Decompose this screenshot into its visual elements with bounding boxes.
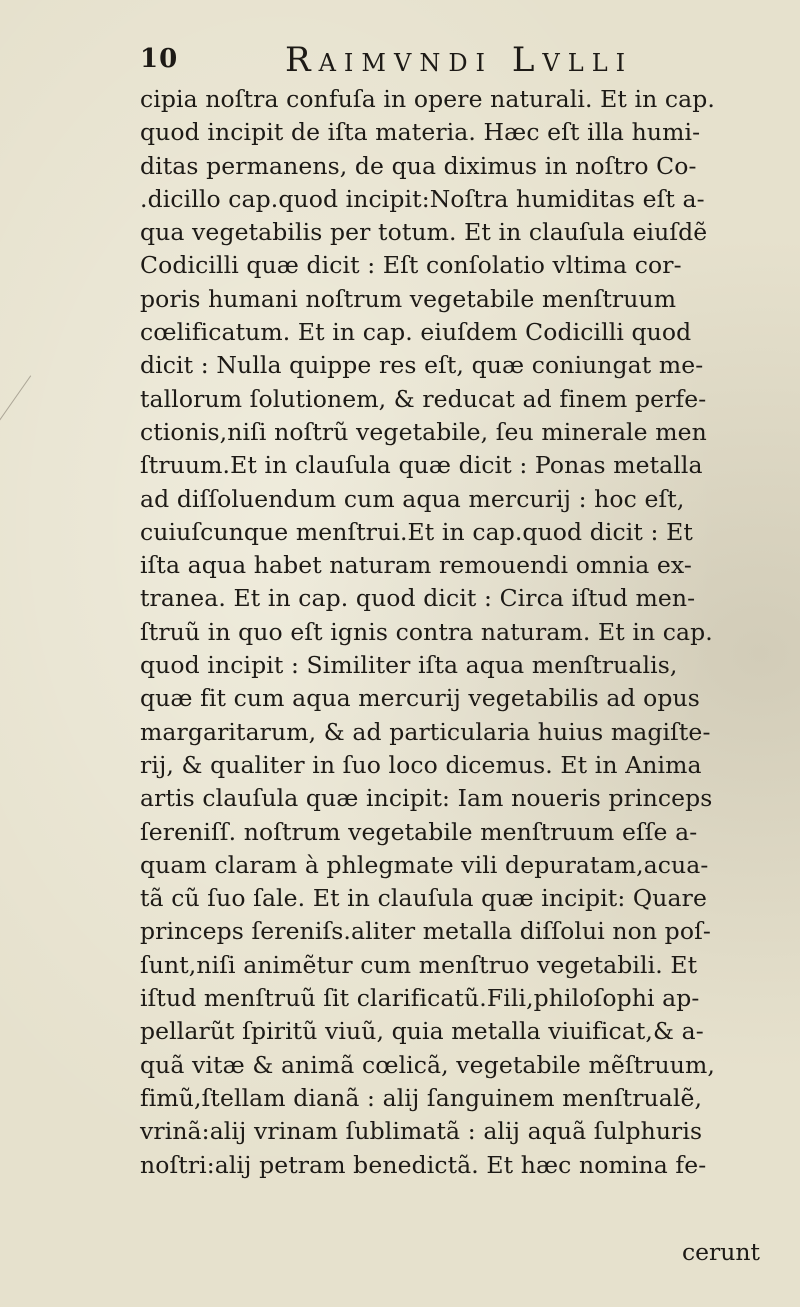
text-line: ſtruum.Et in clauſula quæ dicit : Ponas metalla	[140, 451, 703, 480]
text-line: cuiuſcunque menſtrui.Et in cap.quod dicit : Et	[140, 517, 693, 546]
text-line: vrinã:alij vrinam ſublimatã : alij aquã ſulphuris	[140, 1117, 703, 1146]
text-line: poris humani noſtrum vegetabile menſtruum	[140, 284, 677, 313]
text-line: ditas permanens, de qua diximus in noſtro Co-	[140, 151, 697, 180]
text-line: ad diſſoluendum cum aqua mercurij : hoc eſt,	[140, 484, 685, 513]
running-head: Raimvndi Lvlli	[285, 40, 634, 80]
text-line: ctionis,niſi noſtrũ vegetabile, ſeu minerale men	[140, 417, 707, 446]
text-line: cœlificatum. Et in cap. eiuſdem Codicilli quod	[140, 318, 692, 347]
text-line: qua vegetabilis per totum. Et in clauſula eiuſdẽ	[140, 218, 708, 247]
page-header	[140, 40, 760, 88]
text-line: quã vitæ & animã cœlicã, vegetabile mẽſtruum,	[140, 1050, 715, 1079]
text-line: dicit : Nulla quippe res eſt, quæ coniungat me-	[140, 351, 704, 380]
text-line: fimũ,ſtellam dianã : alij ſanguinem menſtrualẽ,	[140, 1083, 703, 1112]
text-line: quod incipit de iſta materia. Hæc eſt illa humi-	[140, 118, 701, 147]
text-line: rij, & qualiter in ſuo loco dicemus. Et in Anima	[140, 750, 702, 779]
text-line: noſtri:alij petram benedictã. Et hæc nomina fe-	[140, 1150, 707, 1179]
text-line: tranea. Et in cap. quod dicit : Circa iſtud men-	[140, 584, 696, 613]
text-line: ſunt,niſi animẽtur cum menſtruo vegetabili. Et	[140, 950, 698, 979]
text-line: ſtruũ in quo eſt ignis contra naturam. Et in cap.	[140, 617, 713, 646]
catchword: cerunt	[681, 1238, 760, 1266]
text-line: iſtud menſtruũ ſit clarificatũ.Fili,philoſophi ap-	[140, 984, 700, 1013]
text-line: Codicilli quæ dicit : Eſt conſolatio vltima cor-	[140, 251, 682, 280]
page-number: 10	[140, 44, 179, 74]
text-line: princeps ſereniſs.aliter metalla diſſolui non poſ-	[140, 917, 711, 946]
text-line: .dicillo cap.quod incipit:Noſtra humiditas eſt a-	[140, 184, 705, 213]
text-line: quam claram à phlegmate vili depuratam,acua-	[140, 850, 709, 879]
text-line: quod incipit : Similiter iſta aqua menſtrualis,	[140, 651, 678, 680]
text-line: ſereniſſ. noſtrum vegetabile menſtruum eſſe a-	[140, 817, 698, 846]
text-line: margaritarum, & ad particularia huius magiſte-	[140, 717, 711, 746]
text-line: tallorum ſolutionem, & reducat ad finem perfe-	[140, 384, 707, 413]
text-line: tã cũ ſuo ſale. Et in clauſula quæ incipit: Quare	[140, 884, 707, 913]
body-text	[140, 83, 780, 1182]
text-line: quæ fit cum aqua mercurij vegetabilis ad opus	[140, 684, 700, 713]
margin-mark	[0, 375, 59, 444]
text-line: iſta aqua habet naturam remouendi omnia ex-	[140, 551, 692, 580]
text-line: artis clauſula quæ incipit: Iam noueris princeps	[140, 784, 713, 813]
text-line: pellarũt ſpiritũ viuũ, quia metalla viuificat,& a-	[140, 1017, 704, 1046]
text-line: cipia noſtra confuſa in opere naturali. Et in cap.	[140, 85, 715, 113]
